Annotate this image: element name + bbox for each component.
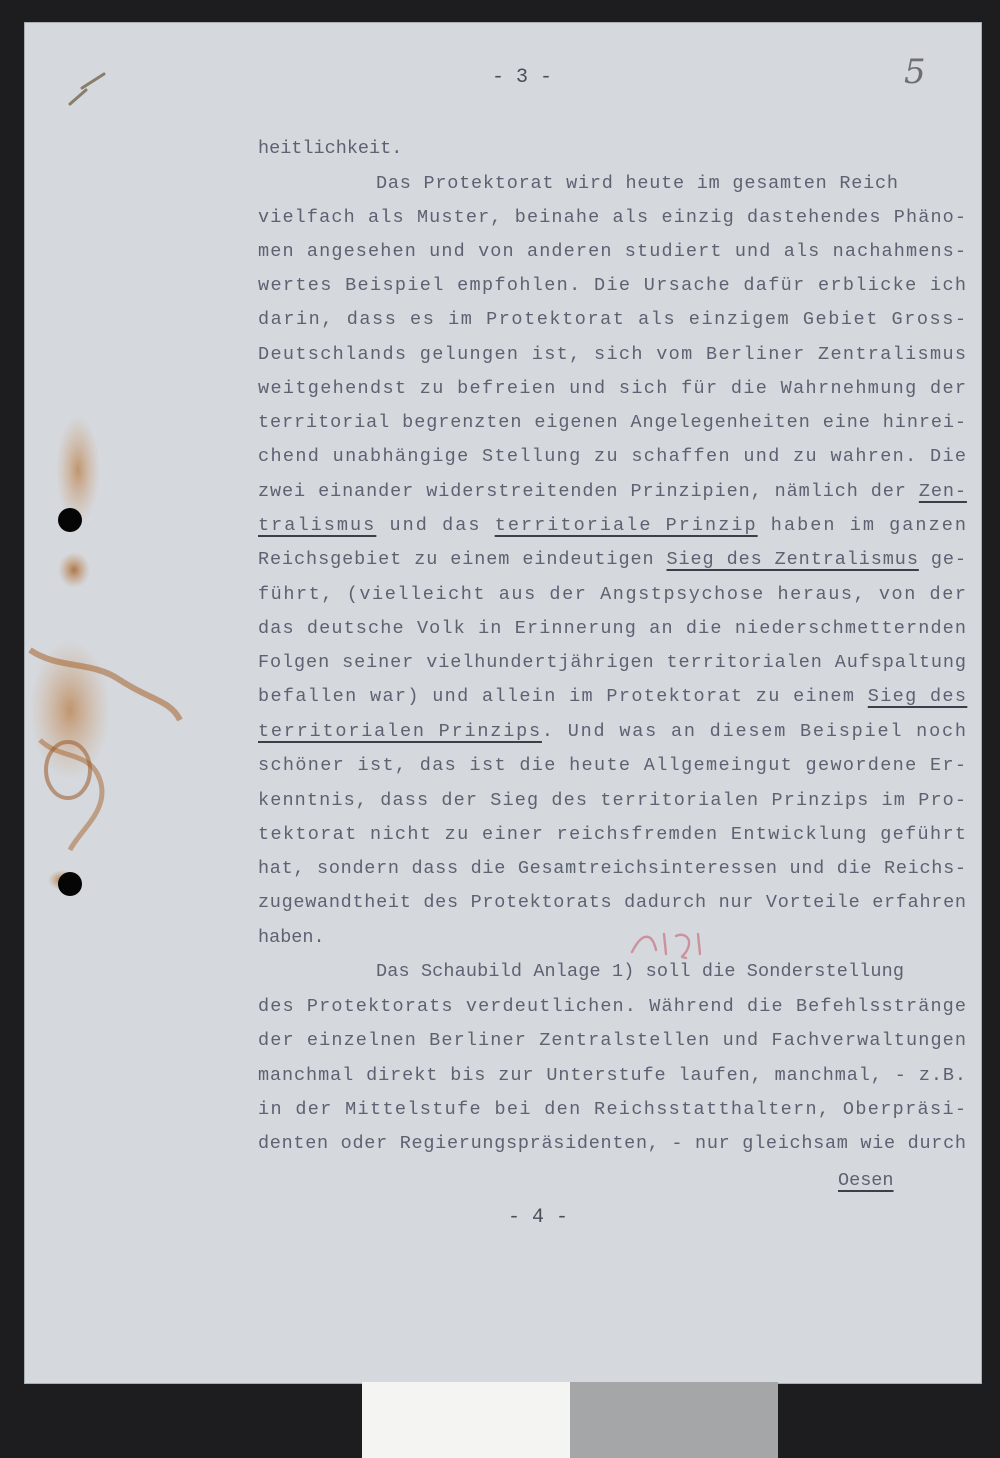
text-line: [258, 654, 967, 673]
text-run: ge-: [918, 549, 967, 570]
text-line: [258, 311, 968, 330]
text-run: das deutsche Volk in Erinnerung an die niederschmetternden: [258, 618, 968, 639]
text-line: [258, 140, 402, 159]
underlined-phrase: territorialen Prinzips: [258, 721, 542, 742]
text-run: haben im ganzen: [757, 515, 969, 536]
text-line: [258, 586, 968, 605]
text-line: [258, 826, 967, 845]
text-run: darin, dass es im Protektorat als einzigem Gebiet Gross-: [258, 309, 968, 330]
text-line: [258, 448, 967, 467]
text-line: [258, 209, 967, 228]
text-run: führt, (vielleicht aus der Angstpsychose heraus, von der: [258, 584, 968, 605]
text-line: [258, 860, 967, 879]
text-line: [258, 894, 967, 913]
text-line: [376, 963, 904, 982]
punch-hole-top: [58, 508, 82, 532]
scan-strip-grey: [570, 1382, 778, 1458]
text-run: kenntnis, dass der Sieg des territorialen Prinzips im Pro-: [258, 790, 968, 811]
text-line: [258, 243, 967, 262]
text-run: manchmal direkt bis zur Unterstufe laufen, manchmal, - z.B.: [258, 1065, 967, 1086]
text-line: [258, 929, 325, 948]
underlined-phrase: Zen-: [918, 481, 967, 502]
text-line: [258, 380, 967, 399]
text-run: haben.: [258, 927, 325, 948]
text-line: [258, 998, 967, 1017]
text-run: Das Protektorat wird heute im gesamten Reich: [376, 173, 899, 194]
faint-stamp: [622, 922, 712, 962]
underlined-phrase: Sieg des Zentralismus: [666, 549, 919, 570]
text-line: [258, 483, 967, 502]
text-line: [258, 1101, 967, 1120]
text-run: hat, sondern dass die Gesamtreichsinteressen und die Reichs-: [258, 858, 967, 879]
text-line: [258, 414, 967, 433]
text-line: [258, 1067, 967, 1086]
punch-hole-bottom: [58, 872, 82, 896]
text-line: [258, 1032, 967, 1051]
text-line: [258, 792, 967, 811]
text-line: [258, 517, 968, 536]
underlined-phrase: tralismus: [258, 515, 377, 536]
text-run: chend unabhängige Stellung zu schaffen und zu wahren. Die: [258, 446, 968, 467]
catchword: Oesen: [838, 1170, 894, 1191]
text-run: Folgen seiner vielhundertjährigen territorialen Aufspaltung: [258, 652, 967, 673]
page-footer: - 4 -: [508, 1206, 569, 1229]
text-run: tektorat nicht zu einer reichsfremden Entwicklung geführt: [258, 824, 968, 845]
text-run: territorial begrenzten eigenen Angelegenheiten eine hinrei-: [258, 412, 967, 433]
text-line: [376, 175, 899, 194]
folio-number: 5: [904, 52, 926, 92]
text-line: [258, 757, 967, 776]
text-line: [258, 1135, 967, 1154]
text-run: zugewandtheit des Protektorats dadurch nur Vorteile erfahren: [258, 892, 967, 913]
text-line: [258, 620, 967, 639]
underlined-phrase: territoriale Prinzip: [494, 515, 758, 536]
scan-strip-white: [362, 1382, 570, 1458]
text-run: zwei einander widerstreitenden Prinzipien, nämlich der: [258, 481, 919, 502]
text-run: in der Mittelstufe bei den Reichsstatthaltern, Oberpräsi-: [258, 1099, 968, 1120]
pencil-mark: [64, 60, 124, 110]
text-run: Reichsgebiet zu einem eindeutigen: [258, 549, 667, 570]
page-header: - 3 -: [492, 66, 553, 89]
text-line: [258, 346, 967, 365]
text-run: men angesehen und von anderen studiert und als nachahmens-: [258, 241, 968, 262]
text-line: [258, 551, 967, 570]
text-run: Das Schaubild Anlage 1) soll die Sonderstellung: [376, 961, 905, 982]
text-run: weitgehendst zu befreien und sich für die Wahrnehmung der: [258, 378, 968, 399]
text-line: [258, 688, 967, 707]
text-run: wertes Beispiel empfohlen. Die Ursache dafür erblicke ich: [258, 275, 968, 296]
text-run: befallen war) und allein im Protektorat zu einem: [258, 686, 868, 707]
text-run: des Protektorats verdeutlichen. Während die Befehlsstränge: [258, 996, 968, 1017]
text-run: der einzelnen Berliner Zentralstellen und Fachverwaltungen: [258, 1030, 968, 1051]
text-line: [258, 723, 968, 742]
text-run: Deutschlands gelungen ist, sich vom Berliner Zentralismus: [258, 344, 968, 365]
text-run: denten oder Regierungspräsidenten, - nur gleichsam wie durch: [258, 1133, 967, 1154]
text-line: [258, 277, 967, 296]
text-run: . Und was an diesem Beispiel noch: [541, 721, 968, 742]
text-run: schöner ist, das ist die heute Allgemeingut gewordene Er-: [258, 755, 968, 776]
text-run: vielfach als Muster, beinahe als einzig dastehendes Phäno-: [258, 207, 968, 228]
underlined-phrase: Sieg des: [867, 686, 968, 707]
text-run: heitlichkeit.: [258, 138, 403, 159]
text-run: und das: [376, 515, 495, 536]
